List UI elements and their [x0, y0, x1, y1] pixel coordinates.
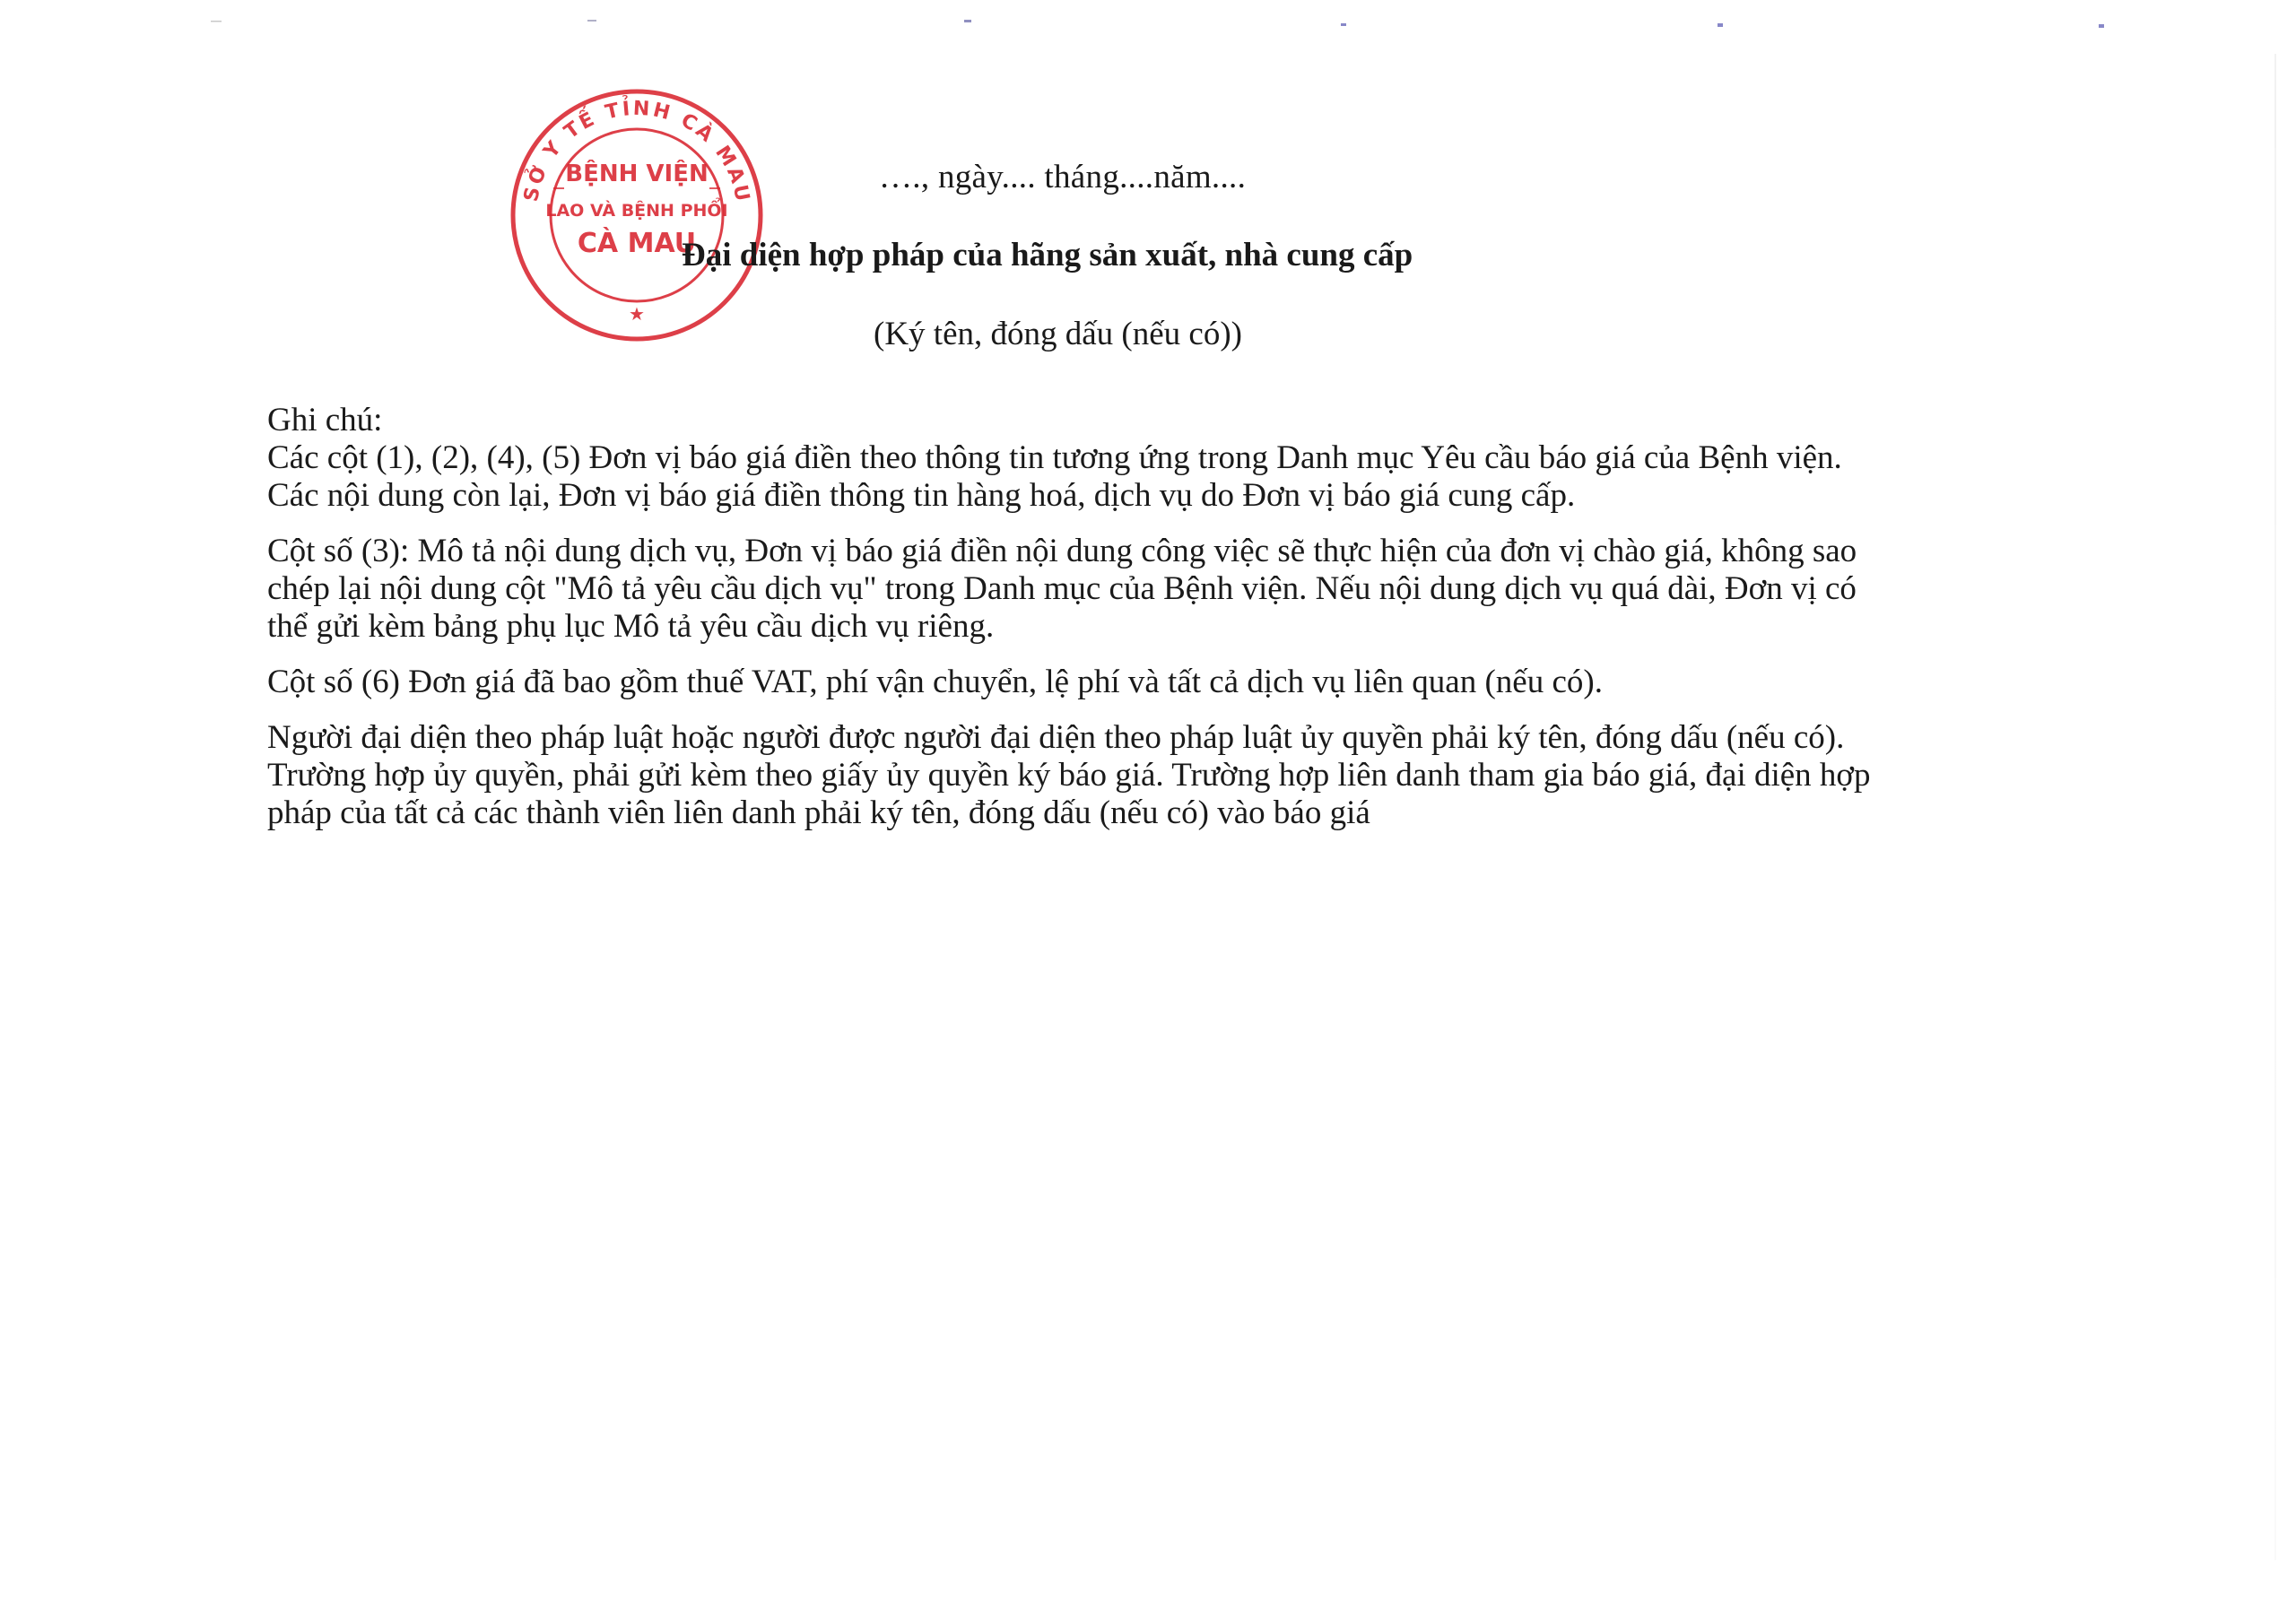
signature-note: (Ký tên, đóng dấu (nếu có))	[874, 316, 1242, 352]
svg-text:BỆNH VIỆN: BỆNH VIỆN	[565, 161, 709, 187]
note-paragraph: Cột số (3): Mô tả nội dung dịch vụ, Đơn vị báo giá điền nội dung công việc sẽ thực hiện của đơn vị chào giá, không sao chép lại nội dung cột "Mô tả yêu cầu dịch vụ" trong Danh mục của Bệnh viện. Nếu nội dung dịch vụ quá dài, Đơn vị có thể gửi kèm bảng phụ lục Mô tả yêu cầu dịch vụ riêng.	[267, 533, 1857, 645]
signer-title: Đại diện hợp pháp của hãng sản xuất, nhà cung cấp	[682, 237, 1413, 273]
scan-artifacts	[0, 16, 2296, 29]
notes-section	[267, 402, 1873, 832]
hospital-seal-stamp	[507, 85, 767, 345]
note-paragraph: Các nội dung còn lại, Đơn vị báo giá điền thông tin hàng hoá, dịch vụ do Đơn vị báo giá cung cấp.	[267, 477, 1576, 514]
svg-text:CÀ MAU: CÀ MAU	[577, 228, 697, 259]
notes-heading: Ghi chú:	[267, 402, 383, 438]
svg-text:LAO VÀ BỆNH PHỔI: LAO VÀ BỆNH PHỔI	[545, 201, 728, 221]
note-paragraph: Cột số (6) Đơn giá đã bao gồm thuế VAT, phí vận chuyển, lệ phí và tất cả dịch vụ liên quan (nếu có).	[267, 664, 1603, 700]
note-paragraph: Người đại diện theo pháp luật hoặc người được người đại diện theo pháp luật ủy quyền phải ký tên, đóng dấu (nếu có). Trường hợp ủy quyền, phải gửi kèm theo giấy ủy quyền ký báo giá. Trường hợp liên danh tham gia báo giá, đại diện hợp pháp của tất cả các thành viên liên danh phải ký tên, đóng dấu (nếu có) vào báo giá	[267, 719, 1871, 831]
svg-text:SỞ Y TẾ TỈNH CÀ MAU: SỞ Y TẾ TỈNH CÀ MAU	[519, 97, 754, 206]
date-line: …., ngày.... tháng....năm....	[879, 159, 1247, 195]
svg-text:★: ★	[629, 303, 645, 325]
note-paragraph: Các cột (1), (2), (4), (5) Đơn vị báo giá điền theo thông tin tương ứng trong Danh mục Yêu cầu báo giá của Bệnh viện.	[267, 439, 1842, 476]
scan-edge	[2274, 54, 2276, 1560]
